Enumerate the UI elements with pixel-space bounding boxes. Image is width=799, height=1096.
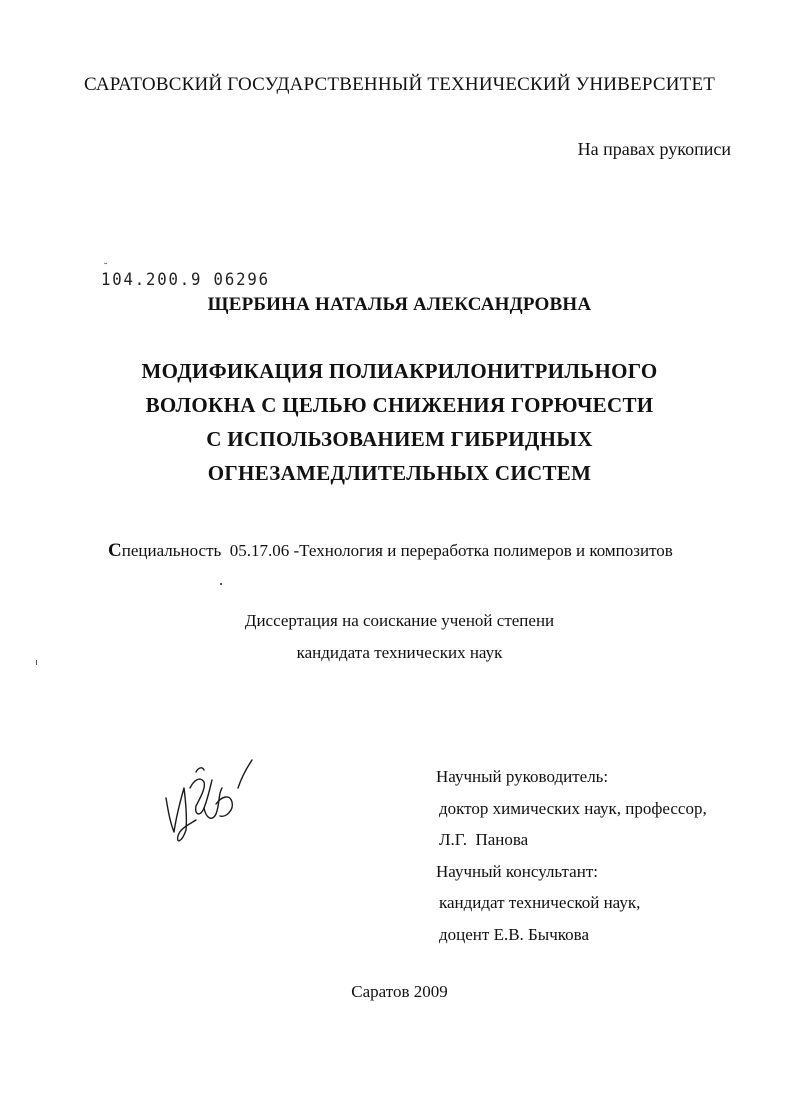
consultant-degree: кандидат технической наук, <box>439 893 641 912</box>
specialty-line <box>108 540 673 562</box>
supervisor-label: Научный руководитель: <box>436 767 609 786</box>
university-name: САРАТОВСКИЙ ГОСУДАРСТВЕННЫЙ ТЕХНИЧЕСКИЙ УНИВЕРСИТЕТ <box>83 74 716 95</box>
degree-line-1: Диссертация на соискание ученой степени <box>244 611 555 630</box>
dissertation-title <box>0 354 799 490</box>
scan-speck <box>220 583 222 585</box>
supervisor-degree: доктор химических наук, профессор, <box>439 798 707 818</box>
degree-line-2: кандидата технических наук <box>296 643 503 662</box>
consultant-label: Научный консультант: <box>436 861 598 881</box>
specialty-first-letter: С <box>108 540 122 561</box>
city-and-year: Саратов 2009 <box>351 982 448 1001</box>
author-name: ЩЕРБИНА НАТАЛЬЯ АЛЕКСАНДРОВНА <box>207 294 592 315</box>
registry-number-stamp: 104.200.9 06296 <box>101 270 270 290</box>
registry-mark-icon: ˘ <box>104 262 108 273</box>
specialty-label: пециальность <box>121 541 222 560</box>
specialty-code: 05.17.06 <box>229 541 290 560</box>
consultant-name: доцент Е.В. Бычкова <box>439 924 590 944</box>
degree-statement <box>0 605 799 669</box>
title-line: МОДИФИКАЦИЯ ПОЛИАКРИЛОНИТРИЛЬНОГО <box>141 359 658 383</box>
specialty-name: -Технология и переработка полимеров и композитов <box>293 541 673 560</box>
title-line: ОГНЕЗАМЕДЛИТЕЛЬНЫХ СИСТЕМ <box>207 461 592 485</box>
handwritten-signature-icon <box>160 758 260 850</box>
supervisor-name: Л.Г. Панова <box>439 830 529 849</box>
supervisors-block <box>436 761 707 950</box>
title-line: ВОЛОКНА С ЦЕЛЬЮ СНИЖЕНИЯ ГОРЮЧЕСТИ <box>145 393 654 417</box>
manuscript-rights-note: На правах рукописи <box>577 139 731 159</box>
title-line: С ИСПОЛЬЗОВАНИЕМ ГИБРИДНЫХ <box>206 427 593 451</box>
